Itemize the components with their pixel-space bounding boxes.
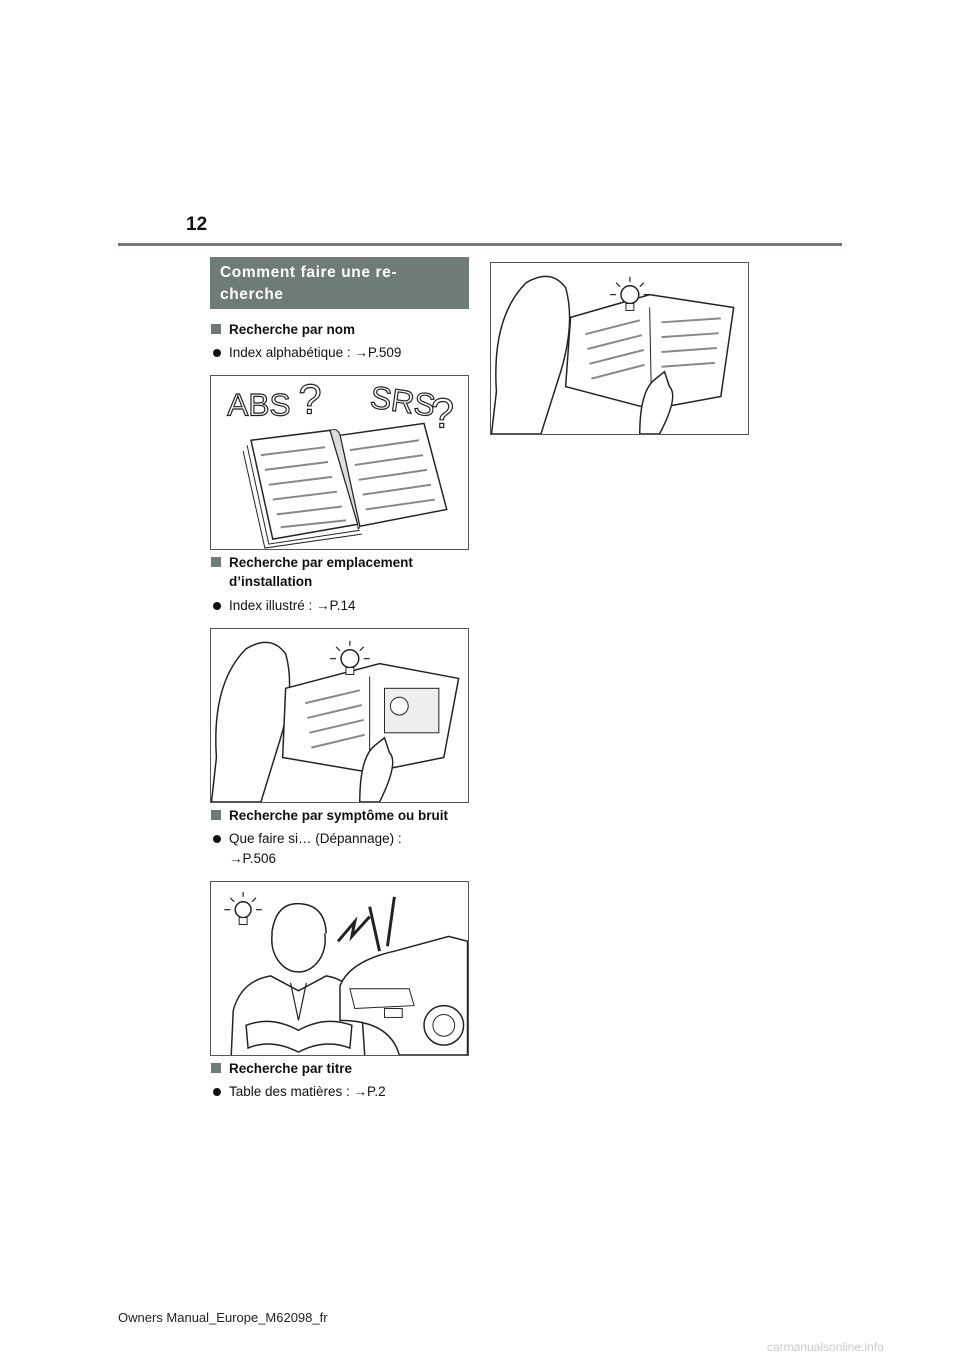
abs-question-mark: ? <box>298 376 322 423</box>
heading-text-line-2: d’installation <box>229 574 313 589</box>
srs-question-mark: ? <box>430 389 455 437</box>
heading-text: Recherche par symptôme ou bruit <box>229 808 449 823</box>
reader-pointing-book-illustration <box>491 263 748 434</box>
round-bullet-icon <box>213 602 221 610</box>
bullet-illustrated-index <box>210 596 479 616</box>
square-bullet-icon <box>211 324 221 334</box>
open-book-illustration <box>211 376 468 549</box>
bullet-text: Table des matières : →P.2 <box>229 1084 386 1099</box>
figure-reader-pointing-book-right <box>490 262 749 435</box>
figure-reader-pointing-book <box>210 628 469 803</box>
bullet-troubleshooting <box>210 829 479 869</box>
figure-open-book-abs-srs <box>210 375 469 550</box>
heading-text: Recherche par titre <box>229 1061 353 1076</box>
heading-text-line-1: Recherche par emplacement <box>229 555 413 570</box>
bullet-alphabetical-index <box>210 343 479 363</box>
reader-pointing-illustration <box>211 629 468 802</box>
man-car-noise-illustration <box>211 882 468 1055</box>
heading-search-by-name <box>210 320 479 339</box>
heading-search-by-symptom <box>210 806 479 825</box>
section-title-line-1: Comment faire une re- <box>220 264 398 281</box>
bullet-text: Index illustré : →P.14 <box>229 598 356 613</box>
bullet-text: Index alphabétique : →P.509 <box>229 345 402 360</box>
heading-text: Recherche par nom <box>229 322 356 337</box>
round-bullet-icon <box>213 349 221 357</box>
figure-man-with-car-noise <box>210 881 469 1056</box>
bullet-text-line-1: Que faire si… (Dépannage) : <box>229 831 402 846</box>
heading-search-by-title <box>210 1059 479 1078</box>
footer-manual-id: Owners Manual_Europe_M62098_fr <box>118 1310 328 1325</box>
square-bullet-icon <box>211 1063 221 1073</box>
round-bullet-icon <box>213 1088 221 1096</box>
round-bullet-icon <box>213 835 221 843</box>
square-bullet-icon <box>211 557 221 567</box>
srs-label: SRS <box>368 378 438 424</box>
section-title-line-2: cherche <box>220 286 284 303</box>
bullet-text-line-2: →P.506 <box>229 851 277 866</box>
abs-label: ABS <box>227 386 291 423</box>
watermark: carmanualsonline.info <box>767 1340 884 1354</box>
heading-search-by-location <box>210 553 479 591</box>
header-rule <box>118 243 842 246</box>
section-title <box>210 257 469 309</box>
page-number: 12 <box>186 214 208 235</box>
bullet-table-of-contents <box>210 1082 479 1102</box>
square-bullet-icon <box>211 810 221 820</box>
